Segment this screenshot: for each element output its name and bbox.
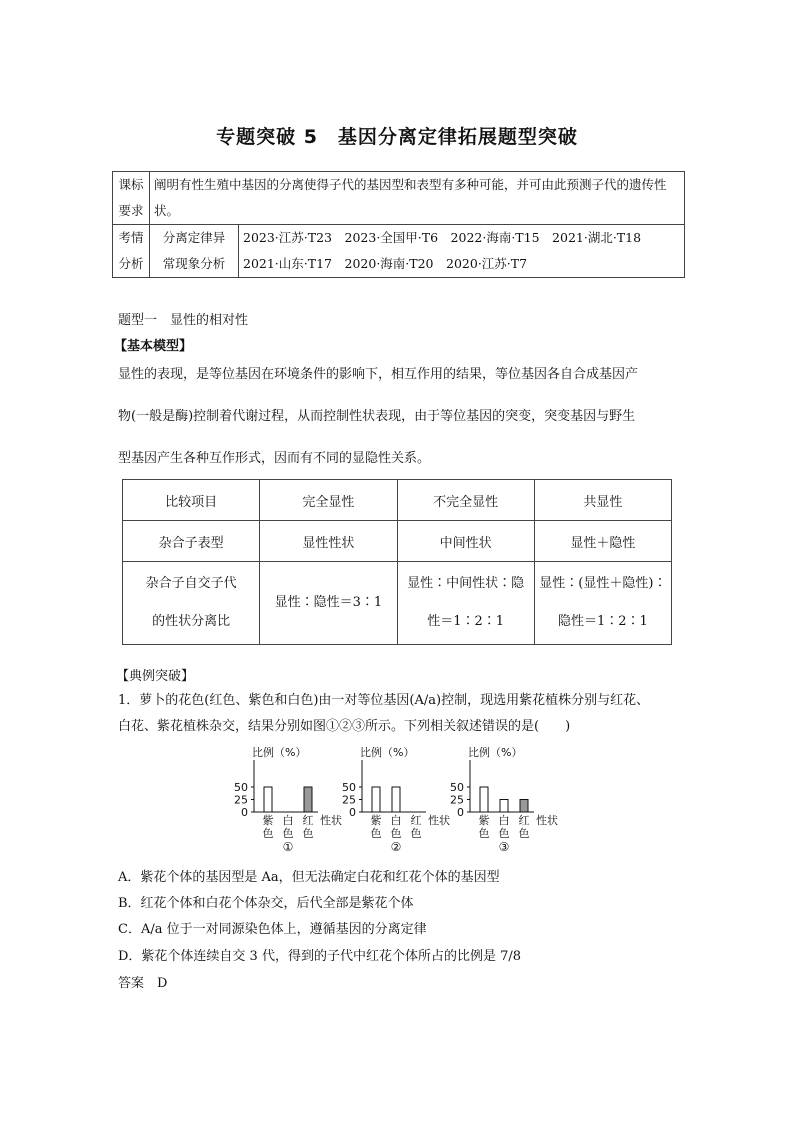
y-axis-label: 比例（%）	[252, 746, 307, 759]
table-header-cell: 不完全显性	[397, 480, 534, 521]
bar	[264, 787, 272, 812]
option-a: A．紫花个体的基因型是 Aa，但无法确定白花和红花个体的基因型	[118, 870, 500, 885]
bar	[520, 800, 528, 813]
table-cell: 杂合子表型	[123, 521, 260, 562]
example-heading: 【典例突破】	[116, 669, 195, 684]
y-axis-label: 比例（%）	[468, 746, 523, 759]
y-tick-label: 25	[234, 793, 248, 807]
category-label-top: 白	[282, 814, 294, 827]
question-stem: 1．萝卜的花色(红色、紫色和白色)由一对等位基因(A/a)控制，现选用紫花植株分别与红花、 白花、紫花植株杂交，结果分别如图①②③所示。下列相关叙述错误的是( )	[118, 693, 650, 734]
category-label-top: 紫	[262, 814, 274, 827]
category-label-bottom: 色	[410, 827, 422, 840]
label-exam-analysis: 考情 分析	[113, 225, 150, 278]
x-axis-label: 性状	[536, 814, 558, 827]
table-header-cell: 共显性	[534, 480, 671, 521]
y-tick-label: 50	[342, 781, 356, 794]
table-cell: 显性＋隐性	[534, 521, 671, 562]
exam-references: 2023·江苏·T23 2023·全国甲·T6 2022·海南·T15 2021·湖北·T18 2021·山东·T17 2020·海南·T20 2020·江苏·T7	[239, 225, 685, 278]
dominance-comparison-table	[122, 479, 672, 645]
label-curriculum-requirement: 课标 要求	[113, 172, 150, 225]
y-tick-label: 0	[241, 806, 248, 819]
chart-number-label: ①	[282, 840, 294, 854]
exam-topic: 分离定律异 常现象分析	[150, 225, 239, 278]
chart-number-label: ③	[498, 840, 510, 854]
option-d: D．紫花个体连续自交 3 代，得到的子代中红花个体所占的比例是 7/8	[118, 949, 522, 964]
page-title: 专题突破 5 基因分离定律拓展题型突破	[216, 126, 578, 148]
table-cell: 显性性状	[260, 521, 397, 562]
bar	[372, 787, 380, 812]
table-cell: 显性∶隐性＝3∶1	[260, 562, 397, 645]
y-tick-label: 25	[342, 793, 356, 807]
table-cell: 显性∶中间性状∶隐 性＝1∶2∶1	[397, 562, 534, 645]
bar	[500, 800, 508, 813]
bar	[480, 787, 488, 812]
option-c: C．A/a 位于一对同源染色体上，遵循基因的分离定律	[118, 922, 427, 937]
category-label-bottom: 色	[282, 827, 294, 840]
bar-charts-svg	[230, 744, 570, 856]
category-label-bottom: 色	[498, 827, 510, 840]
category-label-bottom: 色	[518, 827, 530, 840]
category-label-top: 红	[410, 814, 422, 827]
y-tick-label: 50	[450, 781, 464, 794]
y-tick-label: 0	[457, 806, 464, 819]
x-axis-label: 性状	[428, 814, 450, 827]
category-label-top: 红	[302, 814, 314, 827]
table-cell: 中间性状	[397, 521, 534, 562]
category-label-bottom: 色	[302, 827, 314, 840]
section-heading: 题型一 显性的相对性	[118, 313, 249, 328]
bar	[392, 787, 400, 812]
chart-number-label: ②	[390, 840, 402, 854]
category-label-top: 紫	[478, 814, 490, 827]
category-label-bottom: 色	[262, 827, 274, 840]
basic-model-heading: 【基本模型】	[114, 339, 193, 354]
category-label-top: 红	[518, 814, 530, 827]
x-axis-label: 性状	[320, 814, 342, 827]
table-cell: 杂合子自交子代 的性状分离比	[123, 562, 260, 645]
category-label-top: 白	[498, 814, 510, 827]
category-label-bottom: 色	[478, 827, 490, 840]
option-b: B．红花个体和白花个体杂交，后代全部是紫花个体	[118, 896, 414, 911]
table-header-cell: 完全显性	[260, 480, 397, 521]
table-cell: 显性∶(显性＋隐性)∶ 隐性＝1∶2∶1	[534, 562, 671, 645]
y-axis-label: 比例（%）	[360, 746, 415, 759]
curriculum-requirement-text: 阐明有性生殖中基因的分离使得子代的基因型和表型有多种可能，并可由此预测子代的遗传性状。	[150, 172, 685, 225]
bar	[304, 787, 312, 812]
bar-charts	[230, 744, 570, 860]
category-label-bottom: 色	[390, 827, 402, 840]
table-header-cell: 比较项目	[123, 480, 260, 521]
category-label-bottom: 色	[370, 827, 382, 840]
y-tick-label: 0	[349, 806, 356, 819]
category-label-top: 白	[390, 814, 402, 827]
y-tick-label: 50	[234, 781, 248, 794]
category-label-top: 紫	[370, 814, 382, 827]
y-tick-label: 25	[450, 793, 464, 807]
answer: 答案 D	[118, 976, 168, 991]
basic-model-paragraph: 显性的表现，是等位基因在环境条件的影响下，相互作用的结果，等位基因各自合成基因产 物(一般是酶)控制着代谢过程，从而控制性状表现，由于等位基因的突变，突变基因与野生 型基因产生各种互作形式，因而有不同的显隐性关系。	[118, 367, 639, 466]
curriculum-table	[112, 171, 685, 278]
